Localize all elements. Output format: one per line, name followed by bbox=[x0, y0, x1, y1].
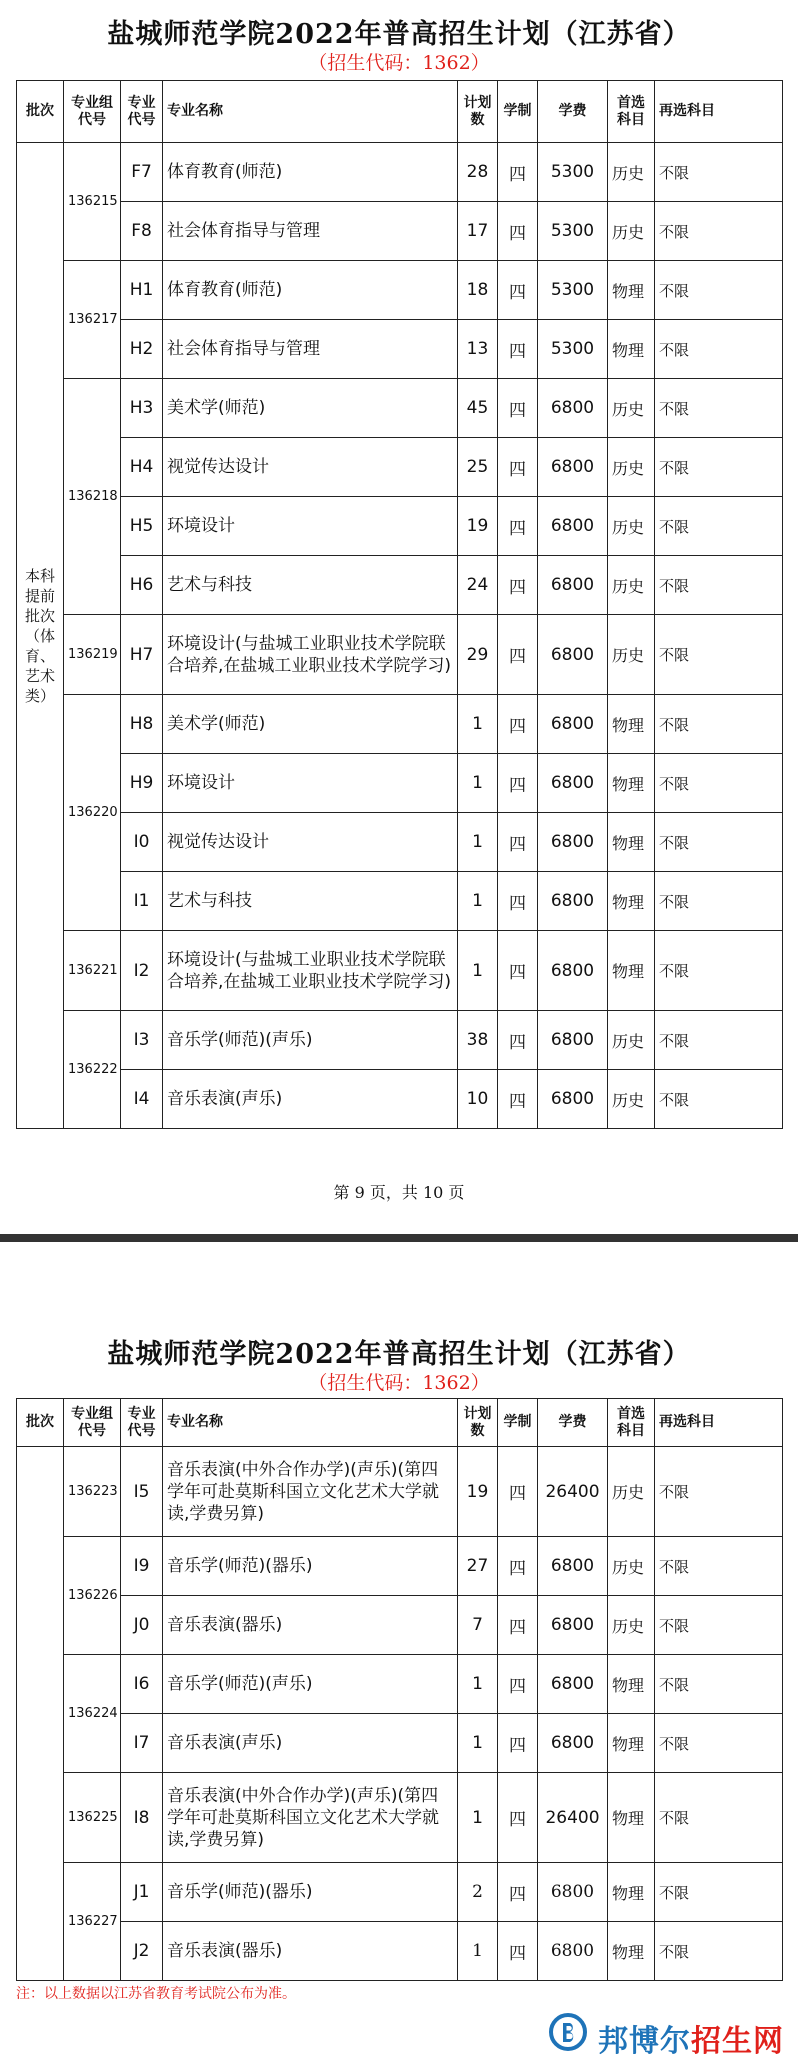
tuition-fee: 6800 bbox=[538, 754, 608, 813]
major-code: H6 bbox=[121, 556, 163, 615]
table-row bbox=[17, 261, 783, 320]
major-name: 音乐学(师范)(声乐) bbox=[163, 1655, 458, 1714]
plan-count: 1 bbox=[458, 695, 498, 754]
tuition-fee: 6800 bbox=[538, 931, 608, 1011]
years: 四 bbox=[498, 813, 538, 872]
first-subject: 历史 bbox=[608, 497, 655, 556]
first-subject: 历史 bbox=[608, 438, 655, 497]
table-row bbox=[17, 1596, 783, 1655]
group-code: 136218 bbox=[64, 379, 121, 615]
years: 四 bbox=[498, 1714, 538, 1773]
major-name: 艺术与科技 bbox=[163, 556, 458, 615]
table-row bbox=[17, 813, 783, 872]
tuition-fee: 6800 bbox=[538, 379, 608, 438]
plan-count: 19 bbox=[458, 497, 498, 556]
header-years: 学制 bbox=[498, 1399, 538, 1447]
tuition-fee: 6800 bbox=[538, 1714, 608, 1773]
major-code: I2 bbox=[121, 931, 163, 1011]
second-subject: 不限 bbox=[655, 320, 783, 379]
years: 四 bbox=[498, 1596, 538, 1655]
plan-count: 18 bbox=[458, 261, 498, 320]
tuition-fee: 5300 bbox=[538, 261, 608, 320]
tuition-fee: 6800 bbox=[538, 615, 608, 695]
major-name: 音乐表演(中外合作办学)(声乐)(第四学年可赴莫斯科国立文化艺术大学就读,学费另算) bbox=[163, 1773, 458, 1863]
major-code: I5 bbox=[121, 1447, 163, 1537]
header-second-subject: 再选科目 bbox=[655, 1399, 783, 1447]
major-code: J0 bbox=[121, 1596, 163, 1655]
major-name: 音乐表演(器乐) bbox=[163, 1596, 458, 1655]
tuition-fee: 6800 bbox=[538, 497, 608, 556]
second-subject: 不限 bbox=[655, 615, 783, 695]
document-page-2 bbox=[0, 1250, 798, 2063]
major-code: I9 bbox=[121, 1537, 163, 1596]
table-header-row bbox=[17, 81, 783, 143]
batch-cell-empty bbox=[17, 1447, 64, 1981]
major-name: 环境设计 bbox=[163, 497, 458, 556]
first-subject: 物理 bbox=[608, 1714, 655, 1773]
years: 四 bbox=[498, 143, 538, 202]
years: 四 bbox=[498, 1447, 538, 1537]
years: 四 bbox=[498, 1773, 538, 1863]
enrollment-plan-table bbox=[16, 80, 783, 1129]
table-row bbox=[17, 695, 783, 754]
first-subject: 物理 bbox=[608, 813, 655, 872]
enrollment-plan-table-continued bbox=[16, 1398, 783, 1981]
years: 四 bbox=[498, 872, 538, 931]
header-plan-count: 计划数 bbox=[458, 1399, 498, 1447]
table-row bbox=[17, 1655, 783, 1714]
plan-count: 1 bbox=[458, 872, 498, 931]
tuition-fee: 6800 bbox=[538, 438, 608, 497]
years: 四 bbox=[498, 1863, 538, 1922]
table-row bbox=[17, 320, 783, 379]
second-subject: 不限 bbox=[655, 202, 783, 261]
major-code: H1 bbox=[121, 261, 163, 320]
plan-count: 13 bbox=[458, 320, 498, 379]
plan-count: 1 bbox=[458, 813, 498, 872]
plan-count: 45 bbox=[458, 379, 498, 438]
major-code: I6 bbox=[121, 1655, 163, 1714]
second-subject: 不限 bbox=[655, 695, 783, 754]
header-group-code: 专业组代号 bbox=[64, 1399, 121, 1447]
major-name: 社会体育指导与管理 bbox=[163, 320, 458, 379]
major-code: J1 bbox=[121, 1863, 163, 1922]
first-subject: 历史 bbox=[608, 143, 655, 202]
table-row bbox=[17, 754, 783, 813]
major-name: 美术学(师范) bbox=[163, 695, 458, 754]
document-title: 盐城师范学院2022年普高招生计划（江苏省） bbox=[107, 1339, 691, 1370]
page-number: 第 9 页，共 10 页 bbox=[333, 1183, 465, 1202]
table-row bbox=[17, 1714, 783, 1773]
major-code: H7 bbox=[121, 615, 163, 695]
tuition-fee: 6800 bbox=[538, 1922, 608, 1981]
table-row bbox=[17, 1773, 783, 1863]
header-fee: 学费 bbox=[538, 81, 608, 143]
document-title: 盐城师范学院2022年普高招生计划（江苏省） bbox=[107, 19, 691, 50]
table-row bbox=[17, 143, 783, 202]
group-code: 136226 bbox=[64, 1537, 121, 1655]
first-subject: 物理 bbox=[608, 1863, 655, 1922]
plan-count: 28 bbox=[458, 143, 498, 202]
first-subject: 历史 bbox=[608, 1537, 655, 1596]
major-name: 体育教育(师范) bbox=[163, 143, 458, 202]
second-subject: 不限 bbox=[655, 379, 783, 438]
table-row bbox=[17, 556, 783, 615]
major-code: J2 bbox=[121, 1922, 163, 1981]
plan-count: 1 bbox=[458, 1922, 498, 1981]
header-major-code: 专业代号 bbox=[121, 81, 163, 143]
second-subject: 不限 bbox=[655, 261, 783, 320]
tuition-fee: 26400 bbox=[538, 1447, 608, 1537]
first-subject: 历史 bbox=[608, 1596, 655, 1655]
major-code: H9 bbox=[121, 754, 163, 813]
table-row bbox=[17, 931, 783, 1011]
major-name: 音乐表演(器乐) bbox=[163, 1922, 458, 1981]
second-subject: 不限 bbox=[655, 556, 783, 615]
plan-count: 1 bbox=[458, 1773, 498, 1863]
second-subject: 不限 bbox=[655, 1922, 783, 1981]
major-code: I1 bbox=[121, 872, 163, 931]
years: 四 bbox=[498, 1011, 538, 1070]
first-subject: 历史 bbox=[608, 1011, 655, 1070]
major-code: I7 bbox=[121, 1714, 163, 1773]
major-name: 音乐学(师范)(声乐) bbox=[163, 1011, 458, 1070]
first-subject: 物理 bbox=[608, 1773, 655, 1863]
second-subject: 不限 bbox=[655, 1773, 783, 1863]
second-subject: 不限 bbox=[655, 143, 783, 202]
years: 四 bbox=[498, 695, 538, 754]
table-row bbox=[17, 1863, 783, 1922]
years: 四 bbox=[498, 1655, 538, 1714]
tuition-fee: 6800 bbox=[538, 1596, 608, 1655]
major-code: H8 bbox=[121, 695, 163, 754]
plan-count: 19 bbox=[458, 1447, 498, 1537]
header-first-subject: 首选科目 bbox=[608, 1399, 655, 1447]
plan-count: 17 bbox=[458, 202, 498, 261]
major-code: I3 bbox=[121, 1011, 163, 1070]
group-code: 136222 bbox=[64, 1011, 121, 1129]
header-batch: 批次 bbox=[17, 81, 64, 143]
first-subject: 历史 bbox=[608, 202, 655, 261]
years: 四 bbox=[498, 556, 538, 615]
major-name: 音乐表演(声乐) bbox=[163, 1070, 458, 1129]
enrollment-code: （招生代码：1362） bbox=[308, 1372, 490, 1394]
group-code: 136220 bbox=[64, 695, 121, 931]
major-code: H2 bbox=[121, 320, 163, 379]
second-subject: 不限 bbox=[655, 1714, 783, 1773]
major-name: 环境设计 bbox=[163, 754, 458, 813]
tuition-fee: 26400 bbox=[538, 1773, 608, 1863]
tuition-fee: 6800 bbox=[538, 1655, 608, 1714]
batch-cell bbox=[17, 143, 64, 1129]
header-first-subject: 首选科目 bbox=[608, 81, 655, 143]
logo-b-icon bbox=[548, 2012, 588, 2052]
table-row bbox=[17, 202, 783, 261]
second-subject: 不限 bbox=[655, 1596, 783, 1655]
major-name: 音乐学(师范)(器乐) bbox=[163, 1537, 458, 1596]
table-row bbox=[17, 1447, 783, 1537]
major-name: 艺术与科技 bbox=[163, 872, 458, 931]
years: 四 bbox=[498, 1537, 538, 1596]
first-subject: 物理 bbox=[608, 872, 655, 931]
plan-count: 29 bbox=[458, 615, 498, 695]
major-code: H5 bbox=[121, 497, 163, 556]
major-code: I0 bbox=[121, 813, 163, 872]
plan-count: 1 bbox=[458, 1655, 498, 1714]
second-subject: 不限 bbox=[655, 1537, 783, 1596]
major-name: 视觉传达设计 bbox=[163, 813, 458, 872]
enrollment-code: （招生代码：1362） bbox=[308, 52, 490, 74]
table-row bbox=[17, 1011, 783, 1070]
major-name: 音乐学(师范)(器乐) bbox=[163, 1863, 458, 1922]
group-code: 136217 bbox=[64, 261, 121, 379]
major-code: H4 bbox=[121, 438, 163, 497]
second-subject: 不限 bbox=[655, 1863, 783, 1922]
major-code: F7 bbox=[121, 143, 163, 202]
years: 四 bbox=[498, 261, 538, 320]
first-subject: 物理 bbox=[608, 1922, 655, 1981]
plan-count: 7 bbox=[458, 1596, 498, 1655]
group-code: 136225 bbox=[64, 1773, 121, 1863]
header-group-code: 专业组代号 bbox=[64, 81, 121, 143]
second-subject: 不限 bbox=[655, 1655, 783, 1714]
major-code: F8 bbox=[121, 202, 163, 261]
tuition-fee: 5300 bbox=[538, 320, 608, 379]
first-subject: 历史 bbox=[608, 556, 655, 615]
tuition-fee: 6800 bbox=[538, 872, 608, 931]
first-subject: 物理 bbox=[608, 695, 655, 754]
years: 四 bbox=[498, 379, 538, 438]
tuition-fee: 6800 bbox=[538, 1070, 608, 1129]
plan-count: 1 bbox=[458, 931, 498, 1011]
table-row bbox=[17, 615, 783, 695]
second-subject: 不限 bbox=[655, 754, 783, 813]
first-subject: 物理 bbox=[608, 1655, 655, 1714]
tuition-fee: 5300 bbox=[538, 202, 608, 261]
plan-count: 10 bbox=[458, 1070, 498, 1129]
logo-text-red: 招生网 bbox=[691, 2024, 784, 2059]
second-subject: 不限 bbox=[655, 872, 783, 931]
major-name: 社会体育指导与管理 bbox=[163, 202, 458, 261]
tuition-fee: 6800 bbox=[538, 1863, 608, 1922]
years: 四 bbox=[498, 202, 538, 261]
tuition-fee: 6800 bbox=[538, 1011, 608, 1070]
watermark-logo bbox=[548, 2012, 788, 2059]
footnote: 注：以上数据以江苏省教育考试院公布为准。 bbox=[16, 1986, 296, 2002]
logo-text bbox=[598, 2016, 784, 2060]
major-code: I4 bbox=[121, 1070, 163, 1129]
tuition-fee: 6800 bbox=[538, 813, 608, 872]
plan-count: 2 bbox=[458, 1863, 498, 1922]
batch-label: 本科提前批次（体育、艺术类） bbox=[24, 566, 55, 705]
group-code: 136221 bbox=[64, 931, 121, 1011]
tuition-fee: 6800 bbox=[538, 556, 608, 615]
major-name: 美术学(师范) bbox=[163, 379, 458, 438]
group-code: 136219 bbox=[64, 615, 121, 695]
years: 四 bbox=[498, 1922, 538, 1981]
group-code: 136227 bbox=[64, 1863, 121, 1981]
header-major-name: 专业名称 bbox=[163, 1399, 458, 1447]
table-row bbox=[17, 379, 783, 438]
years: 四 bbox=[498, 615, 538, 695]
second-subject: 不限 bbox=[655, 1011, 783, 1070]
group-code: 136224 bbox=[64, 1655, 121, 1773]
first-subject: 历史 bbox=[608, 379, 655, 438]
first-subject: 历史 bbox=[608, 1070, 655, 1129]
years: 四 bbox=[498, 438, 538, 497]
header-major-code: 专业代号 bbox=[121, 1399, 163, 1447]
header-batch: 批次 bbox=[17, 1399, 64, 1447]
plan-count: 27 bbox=[458, 1537, 498, 1596]
major-name: 视觉传达设计 bbox=[163, 438, 458, 497]
group-code: 136215 bbox=[64, 143, 121, 261]
first-subject: 物理 bbox=[608, 754, 655, 813]
first-subject: 物理 bbox=[608, 931, 655, 1011]
second-subject: 不限 bbox=[655, 931, 783, 1011]
header-plan-count: 计划数 bbox=[458, 81, 498, 143]
years: 四 bbox=[498, 754, 538, 813]
second-subject: 不限 bbox=[655, 438, 783, 497]
years: 四 bbox=[498, 931, 538, 1011]
first-subject: 物理 bbox=[608, 261, 655, 320]
years: 四 bbox=[498, 497, 538, 556]
page-divider bbox=[0, 1234, 798, 1242]
table-row bbox=[17, 1537, 783, 1596]
major-name: 音乐表演(声乐) bbox=[163, 1714, 458, 1773]
major-code: H3 bbox=[121, 379, 163, 438]
first-subject: 历史 bbox=[608, 615, 655, 695]
second-subject: 不限 bbox=[655, 1447, 783, 1537]
years: 四 bbox=[498, 1070, 538, 1129]
plan-count: 38 bbox=[458, 1011, 498, 1070]
plan-count: 24 bbox=[458, 556, 498, 615]
major-name: 音乐表演(中外合作办学)(声乐)(第四学年可赴莫斯科国立文化艺术大学就读,学费另算) bbox=[163, 1447, 458, 1537]
second-subject: 不限 bbox=[655, 1070, 783, 1129]
major-code: I8 bbox=[121, 1773, 163, 1863]
logo-text-blue: 邦博尔 bbox=[598, 2024, 691, 2059]
major-name: 环境设计(与盐城工业职业技术学院联合培养,在盐城工业职业技术学院学习) bbox=[163, 615, 458, 695]
tuition-fee: 6800 bbox=[538, 695, 608, 754]
years: 四 bbox=[498, 320, 538, 379]
tuition-fee: 5300 bbox=[538, 143, 608, 202]
header-fee: 学费 bbox=[538, 1399, 608, 1447]
plan-count: 25 bbox=[458, 438, 498, 497]
second-subject: 不限 bbox=[655, 497, 783, 556]
table-row bbox=[17, 497, 783, 556]
table-row bbox=[17, 438, 783, 497]
header-years: 学制 bbox=[498, 81, 538, 143]
plan-count: 1 bbox=[458, 754, 498, 813]
table-row bbox=[17, 1922, 783, 1981]
plan-count: 1 bbox=[458, 1714, 498, 1773]
group-code: 136223 bbox=[64, 1447, 121, 1537]
table-header-row bbox=[17, 1399, 783, 1447]
table-row bbox=[17, 872, 783, 931]
first-subject: 历史 bbox=[608, 1447, 655, 1537]
major-name: 体育教育(师范) bbox=[163, 261, 458, 320]
second-subject: 不限 bbox=[655, 813, 783, 872]
header-major-name: 专业名称 bbox=[163, 81, 458, 143]
table-row bbox=[17, 1070, 783, 1129]
tuition-fee: 6800 bbox=[538, 1537, 608, 1596]
major-name: 环境设计(与盐城工业职业技术学院联合培养,在盐城工业职业技术学院学习) bbox=[163, 931, 458, 1011]
first-subject: 物理 bbox=[608, 320, 655, 379]
header-second-subject: 再选科目 bbox=[655, 81, 783, 143]
